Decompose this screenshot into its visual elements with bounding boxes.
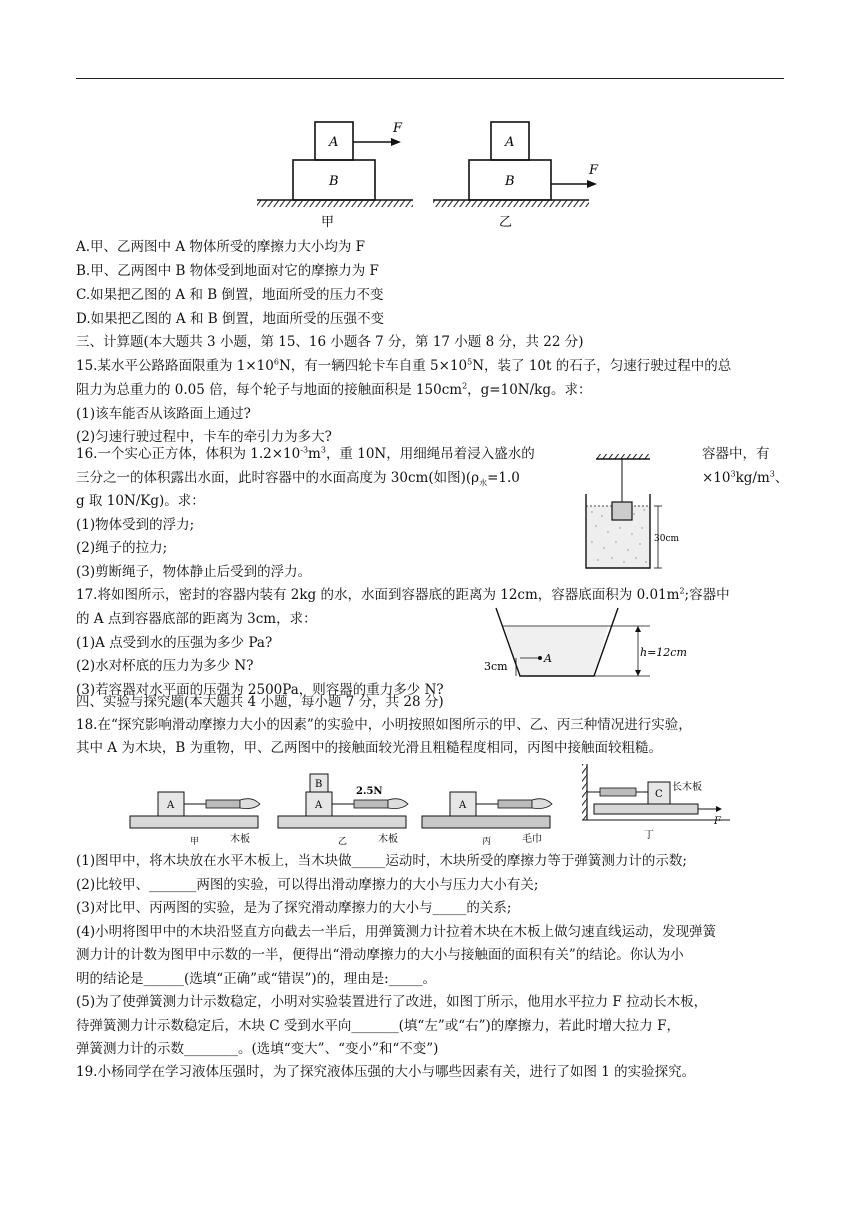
label-force: 2.5N	[356, 786, 383, 797]
ceiling-hatch	[596, 454, 650, 459]
exp-yi	[278, 774, 408, 847]
label-a-yi: A	[505, 135, 515, 150]
label-b: B	[315, 779, 323, 790]
q14-option-a: A.甲、乙两图中 A 物体所受的摩擦力大小均为 F	[76, 239, 366, 255]
q18-line-1: 18.在“探究影响滑动摩擦力大小的因素”的实验中，小明按照如图所示的甲、乙、丙三种情况进行实验，	[76, 717, 692, 733]
label-muban-jia: 木板	[230, 834, 250, 845]
exp-bing	[422, 792, 552, 847]
q16-line-3: g 取 10N/Kg)。求：	[76, 493, 205, 509]
label-h: h=12cm	[640, 646, 687, 659]
cup-water	[504, 626, 608, 676]
figure-blocks-jia-yi	[255, 112, 605, 230]
q15-sub-1: (1)该车能否从该路面上通过?	[76, 406, 251, 422]
q18-sub-5-line-2: 待弹簧测力计示数稳定后，木块 C 受到水平向_______(填“左”或“右”)的摩擦力，若此时增大拉力 F，	[76, 1018, 680, 1034]
arrow-up-icon	[635, 626, 641, 632]
q18-sub-5-line-3: 弹簧测力计的示数________。(选填“变大”、“变小”和“不变”)	[76, 1041, 439, 1057]
arrow-down-icon	[635, 670, 641, 676]
board-jia	[130, 816, 258, 828]
q14-option-c: C.如果把乙图的 A 和 B 倒置，地面所受的压力不变	[76, 287, 384, 303]
arrow-head-icon	[587, 180, 597, 188]
label-c: C	[655, 789, 663, 800]
q17-sub-3: (3)若容器对水平面的压强为 2500Pa，则容器的重力多少 N?	[76, 682, 444, 698]
q18-sub-1: (1)图甲中，将木块放在水平木板上，当木块做_____运动时，木块所受的摩擦力等于弹簧测力计的示数;	[76, 853, 687, 869]
caption-yi: 乙	[338, 837, 348, 847]
q18-sub-5-line-1: (5)为了使弹簧测力计示数稳定，小明对实验装置进行了改进，如图丁所示，他用水平拉力 F 拉动长木板，	[76, 994, 708, 1010]
q16-sub-2: (2)绳子的拉力;	[76, 540, 168, 556]
exp-ding	[582, 764, 730, 841]
label-maojin: 毛巾	[522, 834, 542, 845]
section-4-heading: 四、实验与探究题(本大题共 4 小题，每小题 7 分，共 28 分)	[76, 694, 444, 710]
label-a: A	[459, 800, 467, 811]
q18-sub-3: (3)对比甲、丙两图的实验，是为了探究滑动摩擦力的大小与_____的关系;	[76, 900, 512, 916]
caption-jia: 甲	[190, 837, 200, 847]
exp-jia	[130, 792, 260, 847]
header-rule	[76, 78, 784, 79]
towel	[422, 816, 550, 828]
section-3-heading: 三、计算题(本大题共 3 小题，第 15、16 小题各 7 分，第 17 小题 8 分，共 22 分)	[76, 334, 584, 350]
q15-line-1: 15.某水平公路路面限重为 $1\times 10^6N$，有一辆四轮卡车自重 $5\times 10^5N$，装了 10t 的石子，匀速行驶过程中的总	[76, 357, 732, 374]
q17-line-2: 的 A 点到容器底部的距离为 3cm，求：	[76, 611, 317, 627]
q15-line-2: 阻力为总重力的 0.05 倍，每个轮子与地面的接触面积是 $150cm^2$，g=10N/kg。求：	[76, 381, 592, 398]
label-muban-yi: 木板	[378, 834, 398, 845]
q16-line-2: 三分之一的体积露出水面，此时容器中的水面高度为 30cm(如图)($\rho_水=1.0$	[76, 470, 520, 488]
cube	[612, 502, 632, 520]
board-yi	[278, 816, 406, 828]
label-f-ding: F	[714, 816, 721, 827]
q18-sub-4-line-3: 明的结论是______(选填“正确”或“错误”)的，理由是:_____。	[76, 971, 436, 987]
q16-line-1-end: 容器中，有	[702, 446, 770, 462]
wall-hatch	[582, 764, 587, 820]
figure-q16-container	[584, 444, 688, 578]
label-f-yi: F	[589, 163, 599, 178]
q19-line-1: 19.小杨同学在学习液体压强时，为了探究液体压强的大小与哪些因素有关，进行了如图 1 的实验探究。	[76, 1064, 696, 1080]
label-a: A	[167, 800, 175, 811]
q16-line-2-end: $\times 10^3kg/m^3$、	[702, 469, 789, 486]
caption-bing: 丙	[482, 837, 492, 847]
q16-line-1: 16.一个实心正方体，体积为 $1.2\times 10^{-3}m^3$，重 10N，用细绳吊着浸入盛水的	[76, 445, 535, 462]
q16-sub-3: (3)剪断绳子，物体静止后受到的浮力。	[76, 564, 312, 580]
q18-sub-4-line-2: 测力计的计数为图甲中示数的一半，便得出“滑动摩擦力的大小与接触面的面积有关”的结论。你认为小	[76, 947, 684, 963]
figure-q18-experiments	[130, 760, 730, 846]
figure-jia	[257, 121, 413, 230]
figure-yi	[433, 122, 599, 230]
label-b-jia: B	[329, 174, 339, 189]
figure-q17-cup	[482, 604, 687, 686]
spring-scale-ding	[600, 788, 636, 796]
arrow-head-icon	[716, 806, 722, 812]
ground-hatch-yi	[433, 200, 589, 207]
hand-icon	[240, 799, 260, 809]
q18-sub-2: (2)比较甲、_______两图的实验，可以得出滑动摩擦力的大小与压力大小有关;	[76, 877, 539, 893]
long-board	[594, 804, 698, 814]
q16-sub-1: (1)物体受到的浮力;	[76, 517, 195, 533]
caption-yi: 乙	[499, 215, 513, 230]
height-label: 30cm	[654, 534, 680, 544]
q14-option-d: D.如果把乙图的 A 和 B 倒置，地面所受的压强不变	[76, 311, 384, 327]
label-a-jia: A	[329, 135, 339, 150]
q15-sub-2: (2)匀速行驶过程中，卡车的牵引力为多大?	[76, 429, 332, 445]
label-b-yi: B	[505, 174, 515, 189]
hand-icon	[532, 799, 552, 809]
q14-option-b: B.甲、乙两图中 B 物体受到地面对它的摩擦力为 F	[76, 263, 379, 279]
q17-sub-1: (1)A 点受到水的压强为多少 Pa?	[76, 635, 273, 651]
spring-scale-yi	[354, 800, 388, 808]
ground-hatch-jia	[257, 200, 413, 207]
label-f-jia: F	[393, 121, 403, 136]
q18-sub-4-line-1: (4)小明将图甲中的木块沿竖直方向截去一半后，用弹簧测力计拉着木块在木板上做匀速直线运动，发现弹簧	[76, 924, 717, 940]
arrow-head-icon	[391, 138, 401, 146]
spring-scale-bing	[498, 800, 532, 808]
caption-jia: 甲	[321, 215, 335, 230]
q18-line-2: 其中 A 为木块，B 为重物，甲、乙两图中的接触面较光滑且粗糙程度相同，丙图中接触面较粗糙。	[76, 740, 663, 756]
label-changmuban: 长木板	[672, 782, 702, 793]
label-3cm: 3cm	[484, 660, 508, 673]
label-a: A	[315, 800, 323, 811]
caption-ding: 丁	[644, 830, 654, 841]
label-point-a: A	[544, 652, 552, 665]
q17-sub-2: (2)水对杯底的压力为多少 N?	[76, 658, 254, 674]
spring-scale-jia	[206, 800, 240, 808]
q17-line-1: 17.将如图所示，密封的容器内装有 2kg 的水，水面到容器底的距离为 12cm，容器底面积为 $0.01m^2$;容器中	[76, 586, 730, 603]
hand-icon	[388, 799, 408, 809]
